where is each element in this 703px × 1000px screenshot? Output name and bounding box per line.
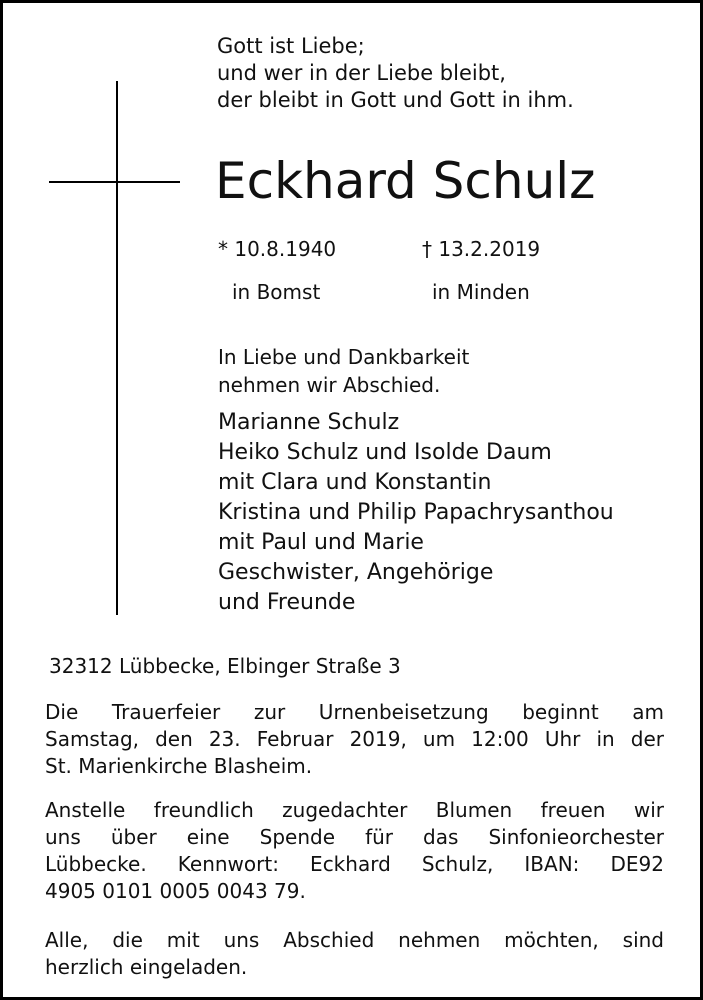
mourner-line: Marianne Schulz bbox=[218, 410, 400, 435]
cross-icon-horizontal bbox=[49, 181, 180, 183]
service-line: Samstag, den 23. Februar 2019, um 12:00 Uhr in der bbox=[45, 727, 664, 751]
mourner-line: mit Paul und Marie bbox=[218, 530, 424, 555]
quote-line: der bleibt in Gott und Gott in ihm. bbox=[217, 88, 574, 112]
invitation-line: Alle, die mit uns Abschied nehmen möchten, sind bbox=[45, 928, 664, 952]
donation-line: Anstelle freundlich zugedachter Blumen freuen wir bbox=[45, 798, 664, 822]
birth-date: * 10.8.1940 bbox=[218, 237, 337, 261]
donation-line: Lübbecke. Kennwort: Eckhard Schulz, IBAN: DE92 bbox=[45, 852, 664, 876]
mourners-list bbox=[218, 408, 614, 618]
family-address: 32312 Lübbecke, Elbinger Straße 3 bbox=[49, 654, 401, 678]
invitation-line: herzlich eingeladen. bbox=[45, 955, 248, 979]
donation-notice bbox=[45, 797, 664, 905]
service-line: Die Trauerfeier zur Urnenbeisetzung beginnt am bbox=[45, 700, 664, 724]
tribute-line: nehmen wir Abschied. bbox=[218, 373, 441, 397]
mourner-line: Kristina und Philip Papachrysanthou bbox=[218, 500, 614, 525]
deceased-name: Eckhard Schulz bbox=[215, 152, 596, 210]
death-place: in Minden bbox=[432, 280, 530, 304]
tribute-line: In Liebe und Dankbarkeit bbox=[218, 345, 470, 369]
cross-icon-vertical bbox=[116, 81, 118, 615]
bible-quote bbox=[217, 33, 574, 114]
birth-place: in Bomst bbox=[232, 280, 321, 304]
donation-line: 4905 0101 0005 0043 79. bbox=[45, 879, 306, 903]
service-notice bbox=[45, 699, 664, 780]
tribute-text bbox=[218, 343, 469, 399]
death-date: † 13.2.2019 bbox=[422, 237, 541, 261]
invitation-notice bbox=[45, 927, 664, 981]
quote-line: und wer in der Liebe bleibt, bbox=[217, 61, 506, 85]
donation-line: uns über eine Spende für das Sinfonieorchester bbox=[45, 825, 664, 849]
mourner-line: Geschwister, Angehörige bbox=[218, 560, 494, 585]
mourner-line: und Freunde bbox=[218, 590, 356, 615]
mourner-line: mit Clara und Konstantin bbox=[218, 470, 492, 495]
quote-line: Gott ist Liebe; bbox=[217, 34, 365, 58]
mourner-line: Heiko Schulz und Isolde Daum bbox=[218, 440, 552, 465]
service-line: St. Marienkirche Blasheim. bbox=[45, 754, 313, 778]
